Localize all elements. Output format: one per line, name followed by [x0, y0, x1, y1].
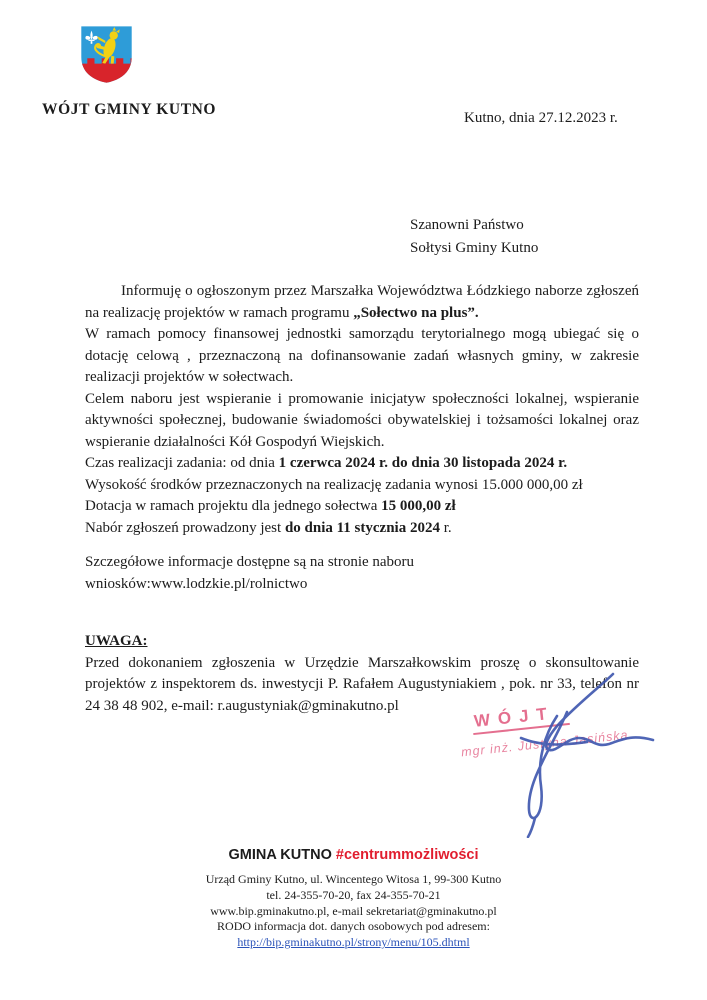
- footer-lines: [0, 872, 707, 951]
- body-paragraph: Dotacja w ramach projektu dla jednego sołectwa 15 000,00 zł: [85, 498, 456, 514]
- addressee-line-1: Szanowni Państwo: [410, 217, 524, 233]
- handwritten-signature: [425, 668, 670, 838]
- addressee-block: [410, 214, 538, 260]
- notice-text: Przed dokonaniem zgłoszenia w Urzędzie Marszałkowskim proszę o skonsultowanie projektów z inspektorem ds. inwestycji P. Rafałem Augustyniakiem , pok. nr 33, telefon nr 24 38 48 902, e-mail: r.augustyniak@gminakutno.pl: [85, 654, 639, 714]
- body-paragraph: Informuję o ogłoszonym przez Marszałka Województwa Łódzkiego naborze zgłoszeń na realizację projektów w ramach programu „Sołectwo na plus”.: [85, 283, 639, 321]
- signature-block: [425, 668, 670, 838]
- body-paragraph: Nabór zgłoszeń prowadzony jest do dnia 11 stycznia 2024 r.: [85, 519, 452, 536]
- date-line: Kutno, dnia 27.12.2023 r.: [464, 110, 618, 126]
- footer-web-email: www.bip.gminakutno.pl, e-mail sekretariat@gminakutno.pl: [210, 903, 497, 918]
- footer-hashtag: #centrummożliwości: [335, 847, 479, 863]
- body-paragraph: Celem naboru jest wspieranie i promowanie inicjatyw społeczności lokalnej, wspieranie aktywności społecznej, budowanie świadomości obywatelskiej i tożsamości lokalnej oraz wspieranie działalności Kół Gospodyń Wiejskich.: [85, 390, 639, 450]
- body-paragraphs: [85, 281, 639, 539]
- notice-heading: UWAGA:: [85, 633, 148, 649]
- footer: [0, 847, 707, 951]
- body-paragraph: Czas realizacji zadania: od dnia 1 czerwca 2024 r. do dnia 30 listopada 2024 r.: [85, 455, 568, 471]
- addressee-line-2: Sołtysi Gminy Kutno: [410, 240, 539, 256]
- stamp-title: WÓJT: [471, 702, 570, 735]
- body-paragraph: Wysokość środków przeznaczonych na realizację zadania wynosi 15.000 000,00 zł: [85, 476, 583, 493]
- coat-of-arms-icon: [75, 24, 138, 84]
- stamp-name: mgr inż. Justyna Jasińska: [460, 727, 630, 760]
- body-paragraph: W ramach pomocy finansowej jednostki samorządu terytorialnego mogą ubiegać się o dotację celową , przeznaczoną na dofinansowanie zadań własnych gminy, w zakresie realizacji projektów w sołectwach.: [85, 326, 639, 385]
- footer-brand: GMINA KUTNO: [228, 847, 332, 863]
- footer-brand-line: [0, 847, 707, 863]
- footer-address: Urząd Gminy Kutno, ul. Wincentego Witosa 1, 99-300 Kutno: [205, 872, 502, 886]
- letterhead-title: WÓJT GMINY KUTNO: [42, 101, 217, 118]
- footer-phone: tel. 24-355-70-20, fax 24-355-70-21: [266, 887, 441, 902]
- footer-rodo-link[interactable]: http://bip.gminakutno.pl/strony/menu/105.dhtml: [237, 935, 470, 950]
- footer-rodo: RODO informacja dot. danych osobowych pod adresem:: [217, 919, 490, 934]
- info-line: Szczegółowe informacje dostępne są na stronie naboru wniosków:www.lodzkie.pl/rolnictwo: [85, 554, 415, 592]
- letter-body: [85, 281, 639, 717]
